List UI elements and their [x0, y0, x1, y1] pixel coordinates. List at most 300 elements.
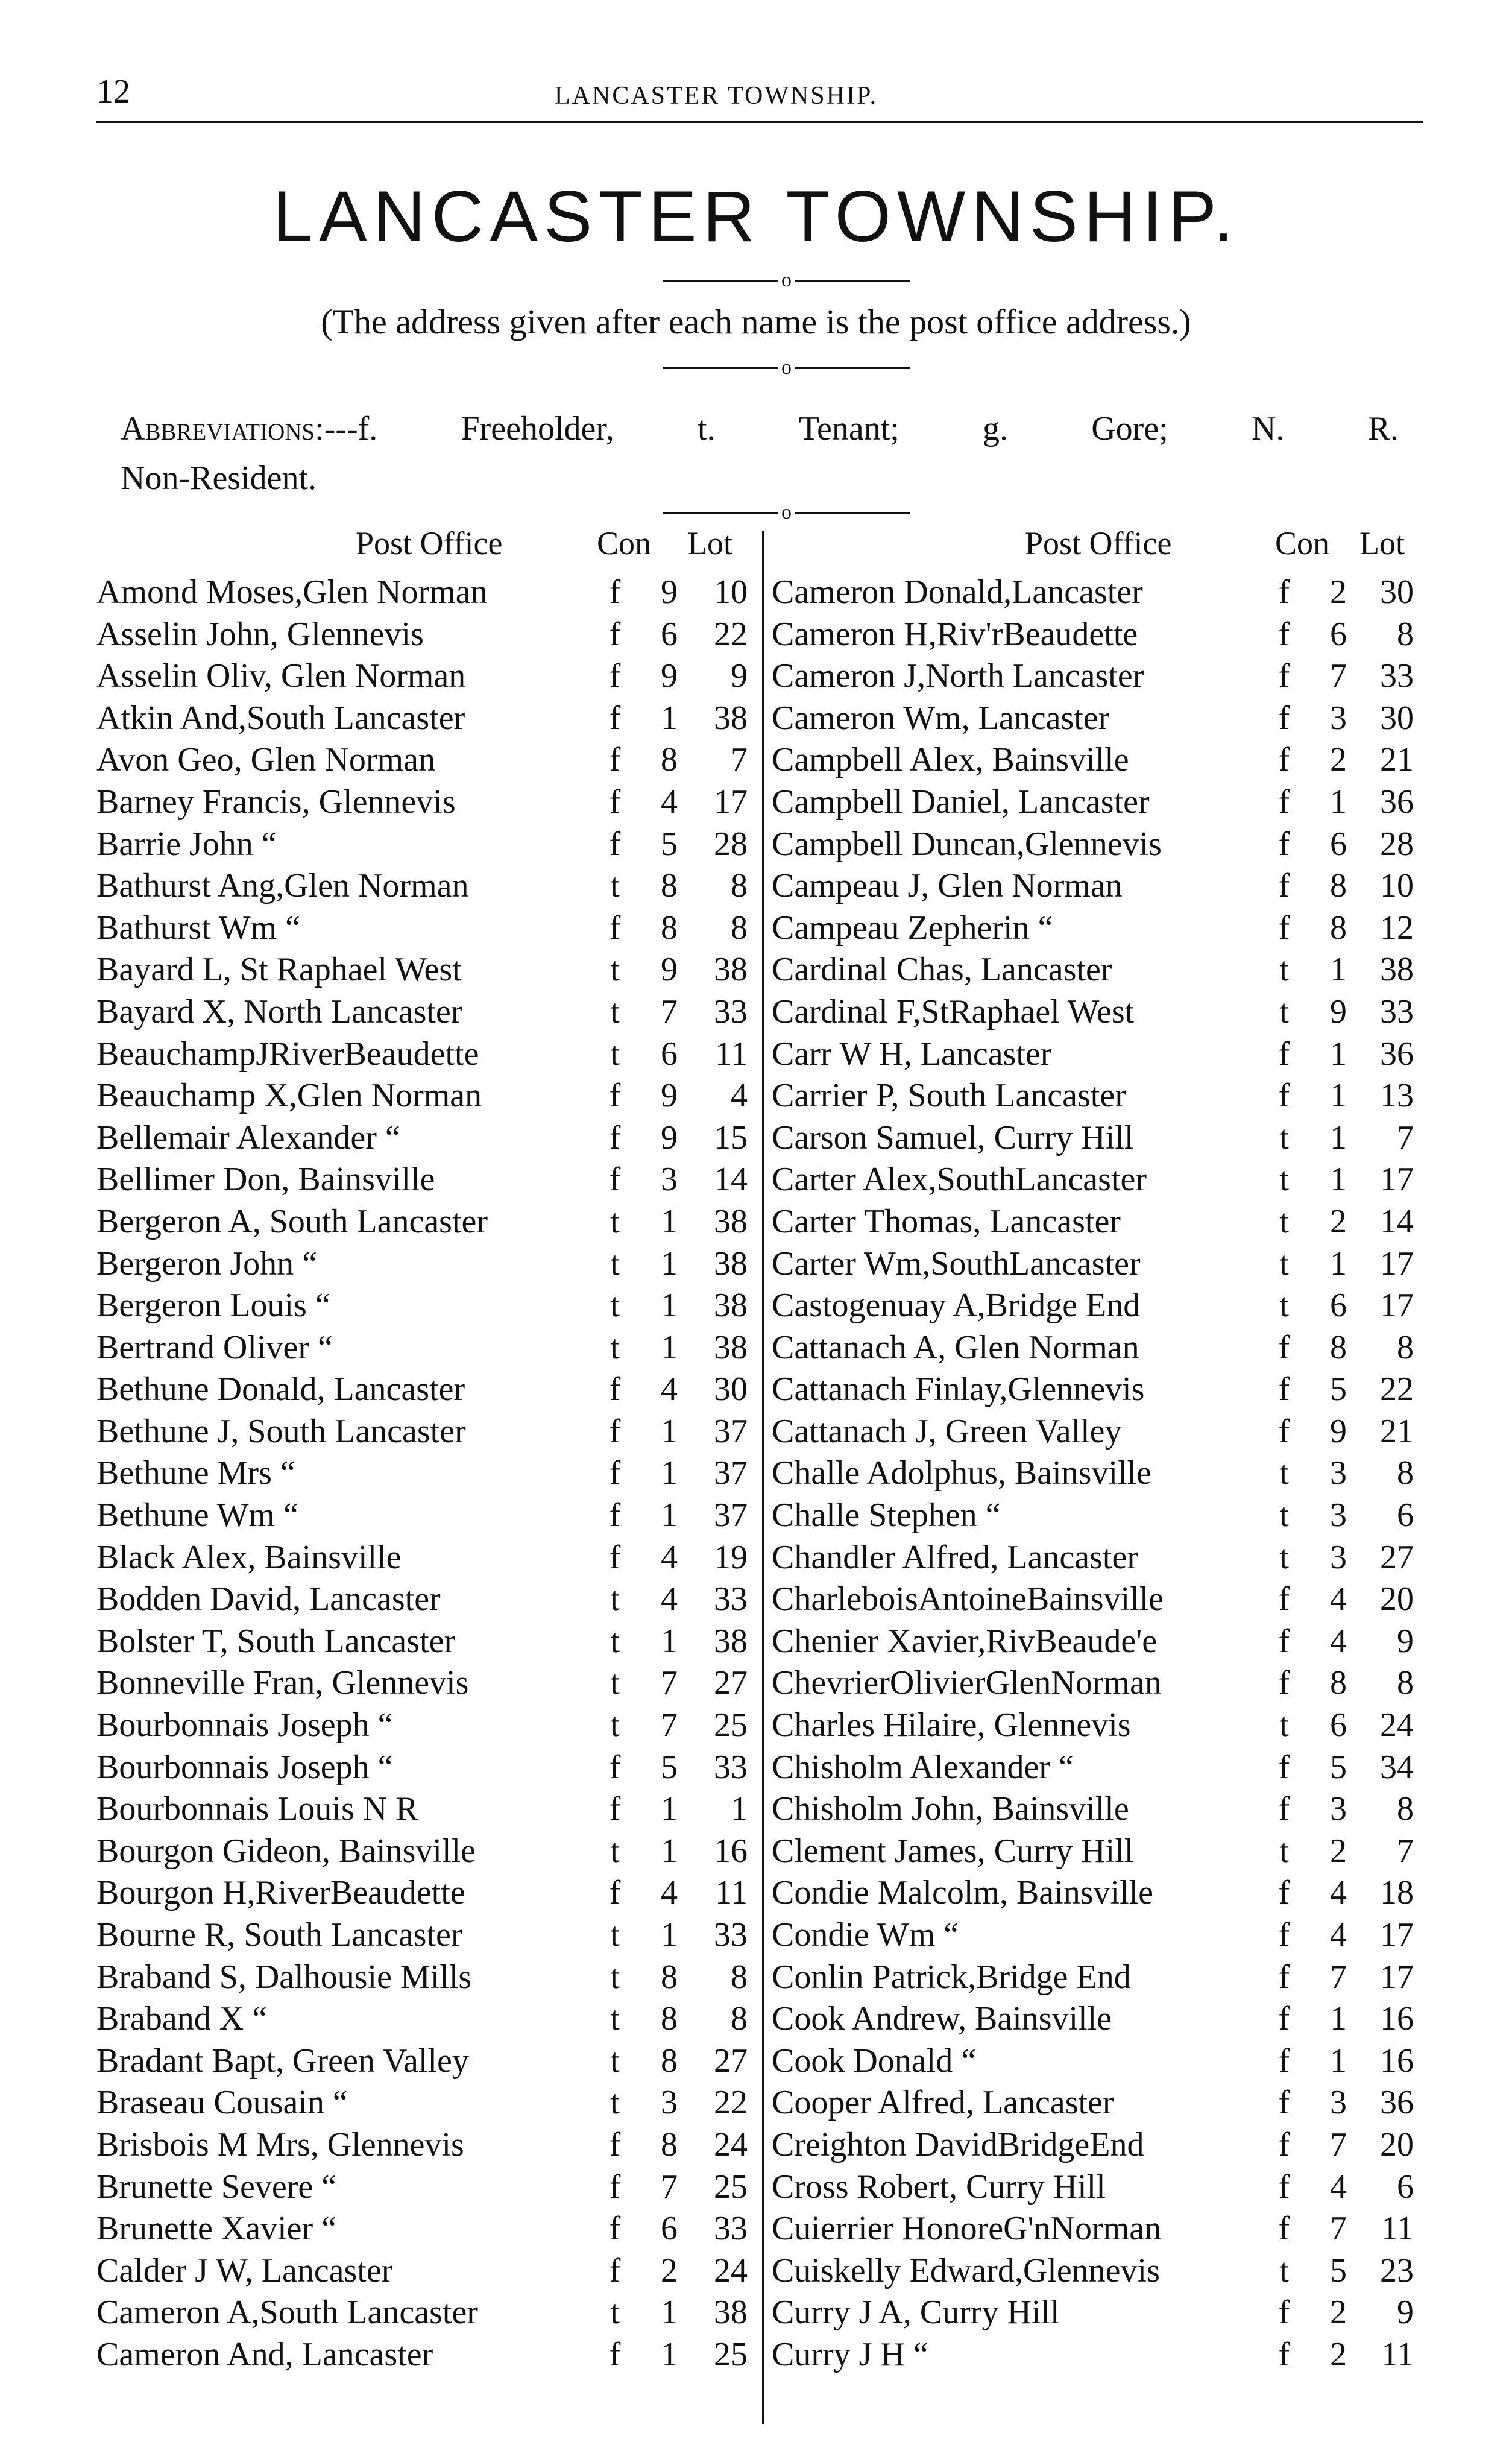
address-note: (The address given after each name is the post office address.) — [321, 302, 1191, 341]
post-office-header: Post Office — [356, 525, 503, 561]
entry-name: Brunette Severe “ — [96, 2168, 337, 2206]
entry-lot: 12 — [1380, 909, 1414, 947]
list-item — [772, 699, 1414, 741]
list-item — [96, 1496, 760, 1538]
entry-con: 1 — [661, 1287, 678, 1325]
entry-con: 8 — [661, 741, 678, 779]
entry-tenure: t — [1279, 1118, 1289, 1156]
con-header: Con — [597, 525, 652, 561]
entry-con: 8 — [661, 2000, 678, 2038]
entry-name: Bolster T, South Lancaster — [96, 1622, 456, 1660]
entry-tenure: f — [609, 615, 621, 653]
entry-lot: 8 — [1397, 1790, 1414, 1828]
entry-lot: 17 — [714, 783, 748, 821]
entry-tenure: t — [1279, 1245, 1289, 1282]
entry-name: Bethune Wm “ — [96, 1497, 298, 1535]
entry-lot: 36 — [1380, 1035, 1414, 1073]
page-header — [96, 60, 1423, 127]
entry-tenure: t — [610, 1580, 620, 1618]
entry-lot: 9 — [731, 657, 748, 695]
lot-header: Lot — [1359, 525, 1405, 561]
entry-lot: 8 — [731, 909, 748, 947]
entry-con: 2 — [1330, 573, 1347, 611]
entry-con: 7 — [661, 1664, 678, 1702]
entry-tenure: f — [1278, 1748, 1290, 1786]
list-item — [96, 2251, 760, 2294]
list-item — [96, 573, 760, 615]
entry-con: 1 — [1330, 2000, 1347, 2038]
entry-name: Bourbonnais Joseph “ — [96, 1706, 393, 1744]
list-item — [772, 950, 1414, 992]
entry-con: 3 — [1330, 1497, 1347, 1535]
entry-tenure: f — [1278, 741, 1290, 779]
entry-con: 1 — [661, 1412, 678, 1450]
list-item — [96, 783, 760, 825]
entry-lot: 17 — [1380, 1245, 1414, 1282]
entry-con: 1 — [1330, 2042, 1347, 2080]
entry-lot: 38 — [714, 699, 748, 737]
entry-con: 8 — [1330, 1328, 1347, 1366]
list-item — [772, 1748, 1414, 1790]
list-item — [96, 1958, 760, 2000]
page-title: LANCASTER TOWNSHIP. — [272, 176, 1240, 257]
entry-lot: 37 — [714, 1497, 748, 1535]
entry-name: Cooper Alfred, Lancaster — [772, 2084, 1114, 2122]
entry-con: 2 — [1330, 1202, 1347, 1240]
entry-lot: 8 — [731, 867, 748, 905]
entry-con: 3 — [661, 2084, 678, 2122]
entry-lot: 38 — [714, 1328, 748, 1366]
entry-name: Chandler Alfred, Lancaster — [772, 1538, 1138, 1576]
entry-con: 5 — [661, 1748, 678, 1786]
entry-tenure: f — [609, 1371, 621, 1409]
entry-lot: 37 — [714, 1412, 748, 1450]
entry-name: Brisbois M Mrs, Glennevis — [96, 2125, 464, 2163]
list-item — [96, 1328, 760, 1371]
entry-con: 6 — [661, 2210, 678, 2248]
entry-tenure: f — [609, 2335, 621, 2373]
entry-name: Cameron H,Riv'rBeaudette — [772, 615, 1138, 653]
entry-con: 4 — [661, 1371, 678, 1409]
entry-lot: 16 — [1380, 2042, 1414, 2080]
entry-tenure: f — [1278, 2335, 1290, 2373]
list-item — [772, 740, 1414, 783]
list-item — [772, 1538, 1414, 1580]
list-item — [772, 2168, 1414, 2210]
entry-con: 6 — [1330, 825, 1347, 863]
entry-lot: 22 — [714, 615, 748, 653]
entry-tenure: f — [609, 1538, 621, 1576]
entry-name: Bourbonnais Joseph “ — [96, 1748, 393, 1786]
list-item — [96, 909, 760, 951]
entry-tenure: f — [1278, 1958, 1290, 1996]
entry-name: Bradant Bapt, Green Valley — [96, 2042, 469, 2080]
entry-tenure: t — [610, 1916, 620, 1954]
list-item — [772, 657, 1414, 699]
entry-tenure: t — [610, 2084, 620, 2122]
list-item — [96, 1916, 760, 1958]
entry-name: Clement James, Curry Hill — [772, 1832, 1134, 1870]
list-item — [96, 2209, 760, 2251]
running-title: LANCASTER TOWNSHIP. — [555, 82, 878, 110]
list-item — [772, 573, 1414, 615]
entry-name: Campbell Duncan,Glennevis — [772, 825, 1162, 863]
entry-name: Cattanach A, Glen Norman — [772, 1328, 1139, 1366]
entry-con: 2 — [1330, 741, 1347, 779]
entry-name: CharleboisAntoineBainsville — [772, 1580, 1164, 1618]
list-item — [96, 950, 760, 992]
entry-tenure: f — [609, 783, 621, 821]
entry-con: 7 — [1330, 657, 1347, 695]
entry-lot: 36 — [1380, 2084, 1414, 2122]
list-item — [96, 1286, 760, 1328]
entry-tenure: f — [1278, 1622, 1290, 1660]
entry-lot: 20 — [1380, 2125, 1414, 2163]
entry-name: Bethune J, South Lancaster — [96, 1412, 466, 1450]
entry-con: 6 — [1330, 1706, 1347, 1744]
entry-name: Bodden David, Lancaster — [96, 1580, 441, 1618]
entry-lot: 11 — [1381, 2210, 1414, 2248]
entry-con: 4 — [1330, 1622, 1347, 1660]
entry-lot: 8 — [1397, 1454, 1414, 1492]
entry-lot: 17 — [1380, 1161, 1414, 1199]
entry-lot: 23 — [1380, 2251, 1414, 2289]
entry-lot: 34 — [1380, 1748, 1414, 1786]
entry-name: Cardinal F,StRaphael West — [772, 992, 1135, 1030]
entry-lot: 22 — [1380, 1371, 1414, 1409]
entry-tenure: f — [609, 1748, 621, 1786]
entry-lot: 1 — [731, 1790, 748, 1828]
entry-lot: 11 — [715, 1874, 748, 1912]
entry-tenure: f — [609, 2125, 621, 2163]
entry-tenure: t — [610, 1664, 620, 1702]
entry-con: 3 — [1330, 699, 1347, 737]
entry-name: Amond Moses,Glen Norman — [96, 573, 488, 611]
entry-name: Bayard X, North Lancaster — [96, 992, 462, 1030]
entry-name: Cameron J,North Lancaster — [772, 657, 1144, 695]
entry-lot: 28 — [714, 825, 748, 863]
entry-con: 2 — [1330, 1832, 1347, 1870]
entry-con: 3 — [1330, 1790, 1347, 1828]
entry-name: ChevrierOlivierGlenNorman — [772, 1664, 1162, 1702]
entry-con: 8 — [1330, 909, 1347, 947]
entry-tenure: t — [1279, 951, 1289, 989]
entry-con: 1 — [1330, 1118, 1347, 1156]
separator: o — [663, 356, 910, 380]
list-item — [96, 615, 760, 657]
entry-name: Bethune Mrs “ — [96, 1454, 295, 1492]
entry-lot: 30 — [1380, 699, 1414, 737]
entry-lot: 16 — [1380, 2000, 1414, 2038]
entry-tenure: f — [609, 909, 621, 947]
separator: o — [663, 268, 910, 292]
entry-con: 5 — [1330, 1748, 1347, 1786]
list-item — [96, 1245, 760, 1287]
entry-lot: 22 — [714, 2084, 748, 2122]
entry-name: Curry J A, Curry Hill — [772, 2294, 1060, 2332]
list-item — [772, 1580, 1414, 1622]
entry-lot: 38 — [714, 1202, 748, 1240]
entry-tenure: t — [610, 992, 620, 1030]
left-column-header — [96, 525, 760, 567]
entry-tenure: t — [1279, 1497, 1289, 1535]
entry-lot: 33 — [714, 1916, 748, 1954]
entry-lot: 33 — [714, 1748, 748, 1786]
entry-con: 7 — [661, 2168, 678, 2206]
entry-con: 1 — [661, 1622, 678, 1660]
entry-con: 8 — [661, 1958, 678, 1996]
entry-con: 6 — [661, 615, 678, 653]
entry-tenure: t — [610, 1245, 620, 1282]
list-item — [772, 1035, 1414, 1077]
list-item — [772, 866, 1414, 909]
list-item — [772, 1412, 1414, 1454]
entry-con: 4 — [1330, 1874, 1347, 1912]
entry-tenure: f — [1278, 1412, 1290, 1450]
entry-tenure: f — [1278, 2168, 1290, 2206]
entry-tenure: t — [610, 1035, 620, 1073]
entry-tenure: f — [1278, 1077, 1290, 1115]
entry-name: Brunette Xavier “ — [96, 2210, 337, 2248]
entry-lot: 20 — [1380, 1580, 1414, 1618]
entry-tenure: f — [609, 2168, 621, 2206]
entry-tenure: f — [1278, 783, 1290, 821]
entry-con: 9 — [661, 1118, 678, 1156]
entry-name: Bourbonnais Louis N R — [96, 1790, 418, 1828]
entry-lot: 30 — [1380, 573, 1414, 611]
list-item — [772, 1790, 1414, 1832]
entry-tenure: f — [1278, 1874, 1290, 1912]
entry-con: 1 — [661, 1497, 678, 1535]
list-item — [96, 1790, 760, 1832]
list-item — [772, 1664, 1414, 1706]
entry-lot: 8 — [1397, 615, 1414, 653]
list-item — [772, 1245, 1414, 1287]
entry-con: 9 — [661, 951, 678, 989]
list-item — [772, 1832, 1414, 1874]
entry-tenure: f — [1278, 1580, 1290, 1618]
entry-tenure: f — [609, 1077, 621, 1115]
entry-name: Braband X “ — [96, 2000, 268, 2038]
entry-con: 1 — [661, 1916, 678, 1954]
entry-name: Condie Malcolm, Bainsville — [772, 1874, 1154, 1912]
entry-lot: 38 — [1380, 951, 1414, 989]
list-item — [96, 2168, 760, 2210]
entry-tenure: f — [1278, 2084, 1290, 2122]
entry-lot: 21 — [1380, 1412, 1414, 1450]
entry-con: 1 — [661, 699, 678, 737]
entry-con: 5 — [661, 825, 678, 863]
entry-lot: 33 — [714, 2210, 748, 2248]
entry-lot: 15 — [714, 1118, 748, 1156]
entry-tenure: f — [609, 573, 621, 611]
entry-name: Cameron Donald,Lancaster — [772, 573, 1143, 611]
entry-lot: 37 — [714, 1454, 748, 1492]
entry-lot: 27 — [714, 1664, 748, 1702]
list-item — [96, 1118, 760, 1161]
entry-lot: 17 — [1380, 1916, 1414, 1954]
entry-tenure: f — [1278, 699, 1290, 737]
list-item — [96, 1999, 760, 2042]
entry-name: Carter Alex,SouthLancaster — [772, 1161, 1147, 1199]
entry-lot: 10 — [714, 573, 748, 611]
entry-name: Campeau Zepherin “ — [772, 909, 1053, 947]
entry-name: Asselin Oliv, Glen Norman — [96, 657, 466, 695]
list-item — [772, 1286, 1414, 1328]
entry-name: Bourgon H,RiverBeaudette — [96, 1874, 465, 1912]
page-number: 12 — [96, 73, 130, 110]
entry-con: 6 — [1330, 1287, 1347, 1325]
entry-tenure: f — [609, 699, 621, 737]
entry-lot: 8 — [1397, 1328, 1414, 1366]
list-item — [96, 699, 760, 741]
list-item — [96, 1622, 760, 1664]
entry-lot: 7 — [1397, 1832, 1414, 1870]
list-item — [96, 1832, 760, 1874]
entry-name: Braband S, Dalhousie Mills — [96, 1958, 472, 1996]
entry-tenure: f — [609, 2210, 621, 2248]
entry-name: Condie Wm “ — [772, 1916, 959, 1954]
list-item — [772, 1202, 1414, 1245]
list-item — [96, 866, 760, 909]
left-listing — [96, 573, 760, 2377]
entry-lot: 24 — [714, 2125, 748, 2163]
list-item — [772, 2125, 1414, 2168]
entry-con: 7 — [661, 1706, 678, 1744]
entry-lot: 14 — [714, 1161, 748, 1199]
entry-con: 8 — [1330, 867, 1347, 905]
list-item — [772, 2209, 1414, 2251]
entry-lot: 28 — [1380, 825, 1414, 863]
list-item — [772, 992, 1414, 1035]
entry-name: Avon Geo, Glen Norman — [96, 741, 435, 779]
entry-con: 8 — [661, 2042, 678, 2080]
entry-lot: 21 — [1380, 741, 1414, 779]
entry-name: Bethune Donald, Lancaster — [96, 1371, 465, 1409]
list-item — [772, 1118, 1414, 1161]
entry-name: Bayard L, St Raphael West — [96, 951, 462, 989]
entry-lot: 6 — [1397, 2168, 1414, 2206]
abbreviations-line-2: Non-Resident. — [121, 459, 317, 497]
entry-name: Bellimer Don, Bainsville — [96, 1161, 435, 1199]
entry-name: Conlin Patrick,Bridge End — [772, 1958, 1131, 1996]
entry-con: 8 — [661, 909, 678, 947]
list-item — [772, 2083, 1414, 2125]
list-item — [772, 825, 1414, 867]
entry-tenure: t — [610, 1958, 620, 1996]
entry-con: 1 — [661, 1328, 678, 1366]
entry-con: 1 — [1330, 1077, 1347, 1115]
entry-tenure: f — [609, 1118, 621, 1156]
entry-con: 4 — [661, 1580, 678, 1618]
entry-lot: 38 — [714, 1245, 748, 1282]
list-item — [96, 2293, 760, 2335]
list-item — [96, 992, 760, 1035]
entry-name: Carter Wm,SouthLancaster — [772, 1245, 1141, 1282]
entry-con: 1 — [661, 2294, 678, 2332]
entry-name: Bourne R, South Lancaster — [96, 1916, 462, 1954]
entry-lot: 8 — [731, 2000, 748, 2038]
entry-tenure: f — [1278, 825, 1290, 863]
entry-name: Bonneville Fran, Glennevis — [96, 1664, 469, 1702]
list-item — [96, 1160, 760, 1202]
post-office-header: Post Office — [1025, 525, 1172, 561]
entry-name: BeauchampJRiverBeaudette — [96, 1035, 479, 1073]
list-item — [772, 783, 1414, 825]
entry-name: Cameron A,South Lancaster — [96, 2294, 478, 2332]
entry-con: 3 — [1330, 2084, 1347, 2122]
entry-tenure: f — [1278, 1371, 1290, 1409]
entry-con: 8 — [661, 867, 678, 905]
entry-tenure: f — [1278, 1035, 1290, 1073]
entry-tenure: f — [609, 1412, 621, 1450]
entry-tenure: t — [1279, 1538, 1289, 1576]
entry-lot: 17 — [1380, 1958, 1414, 1996]
entry-con: 1 — [661, 1832, 678, 1870]
abbreviations: Abbreviations:---f. Freeholder, t. Tenant; g. Gore; N. R. Non-Resident. — [121, 404, 1399, 503]
list-item — [772, 1958, 1414, 2000]
entry-con: 1 — [661, 1245, 678, 1282]
entry-tenure: f — [1278, 1916, 1290, 1954]
list-item — [96, 1202, 760, 1245]
entry-con: 7 — [1330, 2125, 1347, 2163]
entry-con: 1 — [1330, 783, 1347, 821]
entry-lot: 25 — [714, 2335, 748, 2373]
list-item — [772, 2293, 1414, 2335]
entry-con: 4 — [661, 1538, 678, 1576]
list-item — [772, 1454, 1414, 1496]
entry-name: Bourgon Gideon, Bainsville — [96, 1832, 476, 1870]
entry-tenure: f — [1278, 2125, 1290, 2163]
entry-lot: 25 — [714, 1706, 748, 1744]
entry-lot: 38 — [714, 2294, 748, 2332]
entry-tenure: t — [610, 1328, 620, 1366]
entry-name: Cuiskelly Edward,Glennevis — [772, 2251, 1160, 2289]
entry-tenure: f — [609, 1161, 621, 1199]
header-rule — [96, 121, 1423, 123]
entry-lot: 24 — [714, 2251, 748, 2289]
entry-name: Cook Donald “ — [772, 2042, 977, 2080]
entry-name: Challe Adolphus, Bainsville — [772, 1454, 1151, 1492]
entry-con: 1 — [661, 1202, 678, 1240]
entry-con: 8 — [661, 2125, 678, 2163]
entry-tenure: t — [610, 1832, 620, 1870]
entry-tenure: t — [1279, 1161, 1289, 1199]
list-item — [96, 1412, 760, 1454]
entry-tenure: f — [1278, 615, 1290, 653]
list-item — [96, 2125, 760, 2168]
entry-name: Carter Thomas, Lancaster — [772, 1202, 1121, 1240]
entry-name: Cameron Wm, Lancaster — [772, 699, 1110, 737]
list-item — [772, 2335, 1414, 2377]
entry-tenure: f — [1278, 867, 1290, 905]
entry-tenure: t — [610, 1706, 620, 1744]
list-item — [96, 1873, 760, 1916]
entry-con: 3 — [1330, 1538, 1347, 1576]
list-item — [96, 657, 760, 699]
entry-con: 4 — [1330, 1580, 1347, 1618]
entry-tenure: f — [1278, 1664, 1290, 1702]
entry-con: 2 — [1330, 2294, 1347, 2332]
abbreviations-label: Abbreviations: — [121, 410, 324, 447]
entry-name: Cuierrier HonoreG'nNorman — [772, 2210, 1162, 2248]
entry-tenure: f — [1278, 909, 1290, 947]
lot-header: Lot — [687, 525, 732, 561]
list-item — [96, 1748, 760, 1790]
entry-lot: 27 — [714, 2042, 748, 2080]
con-header: Con — [1275, 525, 1330, 561]
entry-tenure: t — [1279, 1202, 1289, 1240]
